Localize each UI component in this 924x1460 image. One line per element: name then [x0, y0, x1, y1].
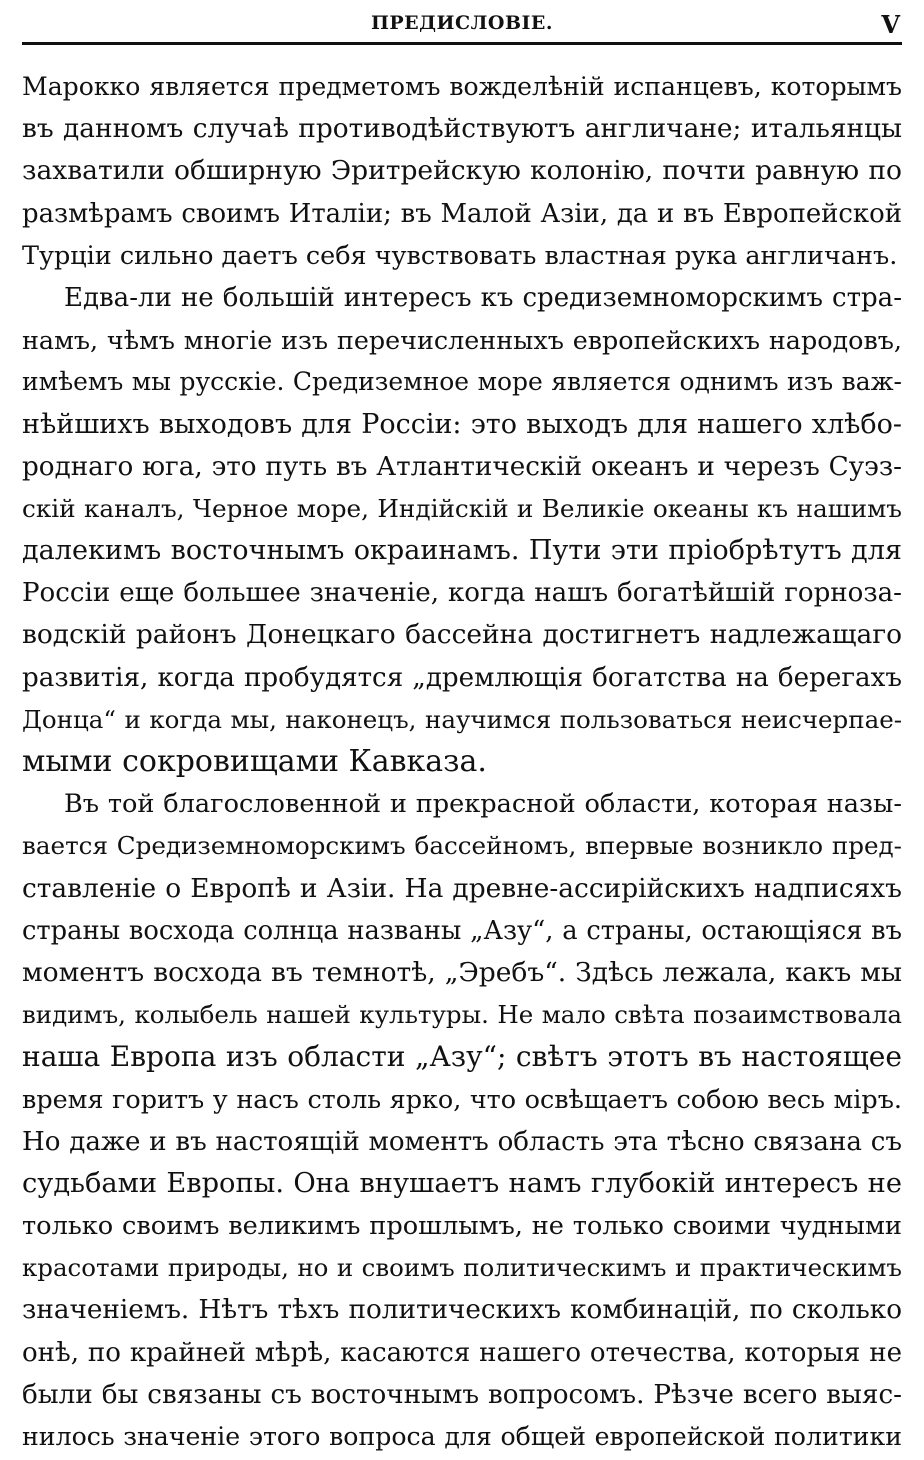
- text-line: Но даже и въ настоящій моментъ область эта тѣсно связана съ: [22, 1126, 902, 1157]
- running-title: ПРЕДИСЛОВІЕ.: [370, 12, 554, 34]
- text-line: далекимъ восточнымъ окраинамъ. Пути эти пріобрѣтутъ для: [22, 535, 902, 567]
- text-line: вается Средиземноморскимъ бассейномъ, впервые возникло пред-: [22, 831, 902, 861]
- text-line: страны восхода солнца названы „Азу“, а страны, остающіяся въ: [22, 915, 902, 946]
- text-line: Въ той благословенной и прекрасной области, которая назы-: [64, 789, 902, 820]
- text-line: въ данномъ случаѣ противодѣйствуютъ англичане; итальянцы: [22, 114, 902, 145]
- text-line: размѣрамъ своимъ Италіи; въ Малой Азіи, да и въ Европейской: [22, 198, 902, 229]
- body-text: [22, 66, 902, 1458]
- page-header: [22, 10, 902, 40]
- text-line: имѣемъ мы русскіе. Средиземное море является однимъ изъ важ-: [22, 367, 902, 397]
- text-line: скій каналъ, Черное море, Индійскій и Великіе океаны къ нашимъ: [22, 493, 902, 523]
- text-line: значеніемъ. Нѣтъ тѣхъ политическихъ комбинацій, по сколько: [22, 1295, 902, 1326]
- header-rule: [22, 42, 902, 45]
- text-line: наша Европа изъ области „Азу“; свѣтъ этотъ въ настоящее: [22, 1040, 902, 1074]
- text-line: развитія, когда пробудятся „дремлющія богатства на берегахъ: [22, 662, 902, 693]
- text-line: захватили обширную Эритрейскую колонію, почти равную по: [22, 155, 902, 187]
- text-line: красотами природы, но и своимъ политическимъ и практическимъ: [22, 1253, 902, 1283]
- text-line: водскій районъ Донецкаго бассейна достигнетъ надлежащаго: [22, 619, 902, 651]
- text-line: видимъ, колыбель нашей культуры. Не мало свѣта позаимствовала: [22, 1000, 902, 1030]
- text-line: роднаго юга, это путь въ Атлантическій океанъ и черезъ Суэз-: [22, 451, 902, 482]
- text-line: намъ, чѣмъ многіе изъ перечисленныхъ европейскихъ народовъ,: [22, 325, 902, 356]
- text-line: судьбами Европы. Она внушаетъ намъ глубокій интересъ не: [22, 1167, 902, 1199]
- text-line: мыми сокровищами Кавказа.: [22, 744, 487, 779]
- text-line: нилось значеніе этого вопроса для общей европейской политики: [22, 1422, 902, 1451]
- text-line: Донца“ и когда мы, наконецъ, научимся пользоваться неисчерпае-: [22, 704, 902, 734]
- text-line: нѣйшихъ выходовъ для Россіи: это выходъ для нашего хлѣбо-: [22, 408, 902, 440]
- page-number: V: [881, 10, 900, 39]
- text-line: Марокко является предметомъ вожделѣній испанцевъ, которымъ: [22, 72, 902, 101]
- text-line: ставленіе о Европѣ и Азіи. На древне-ассирійскихъ надписяхъ: [22, 872, 902, 904]
- text-line: только своимъ великимъ прошлымъ, не только своими чудными: [22, 1211, 902, 1242]
- text-line: Россіи еще большее значеніе, когда нашъ богатѣйшій горноза-: [22, 578, 902, 609]
- text-line: Турціи сильно даетъ себя чувствовать властная рука англичанъ.: [22, 240, 898, 271]
- text-line: Едва-ли не большій интересъ къ средиземноморскимъ стра-: [64, 282, 902, 313]
- text-line: онѣ, по крайней мѣрѣ, касаются нашего отечества, которыя не: [22, 1337, 902, 1368]
- text-line: были бы связаны съ восточнымъ вопросомъ. Рѣзче всего выяс-: [22, 1379, 902, 1410]
- text-line: время горитъ у насъ столь ярко, что освѣщаетъ собою весь міръ.: [22, 1084, 902, 1115]
- text-line: моментъ восхода въ темнотѣ, „Эребъ“. Здѣсь лежала, какъ мы: [22, 956, 902, 988]
